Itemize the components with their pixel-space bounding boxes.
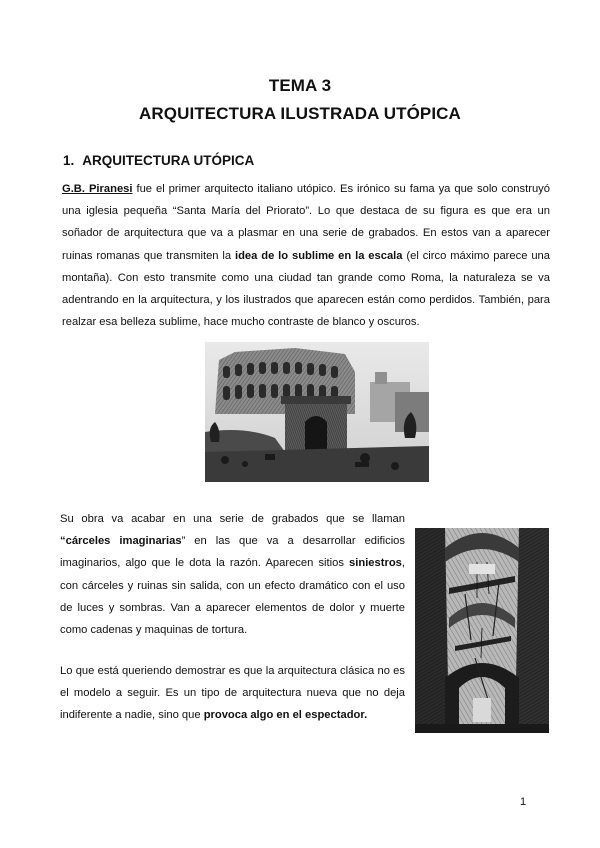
emphasis-text: “cárceles imaginarias: [60, 535, 182, 548]
section-title: ARQUITECTURA UTÓPICA: [82, 153, 255, 168]
section-heading: [63, 153, 254, 168]
paragraph-text: (el circo máximo parece una montaña). Con esto transmite como una ciudad tan grande como Roma, la naturaleza se va adentrando en la arquitectura, y los ilustrados que aparecen están como perdidos. También, para realzar esa belleza sublime, hace mucho contraste de blanco y oscuros.: [62, 249, 550, 329]
paragraph-conclusion: [60, 660, 405, 727]
author-name: G.B. Piranesi: [62, 183, 133, 195]
page-subtitle: ARQUITECTURA ILUSTRADA UTÓPICA: [139, 104, 461, 123]
paragraph-text: Su obra va acabar en una serie de grabados que se llaman: [60, 513, 405, 525]
paragraph-text: ” en las que va a desarrollar edificios imaginarios, algo que le dota la razón. Aparecen sitios: [60, 535, 405, 570]
paragraph-piranesi: [62, 178, 550, 333]
paragraph-text: Lo que está queriendo demostrar es que la arquitectura clásica no es el modelo a seguir. Es un tipo de arquitectura nueva que no deja indiferente a nadie, sino que: [60, 665, 405, 722]
section-number: 1.: [63, 153, 75, 168]
paragraph-text: fue el primer arquitecto italiano utópico. Es irónico su fama ya que solo construyó una iglesia pequeña “Santa María del Priorato”. Lo que destaca de su figura es que era un soñador de arquitectura que va a plasmar en una serie de grabados. En estos van a aparecer ruinas romanas que transmiten la: [62, 183, 550, 262]
imaginary-prison-engraving-image: [415, 528, 549, 733]
emphasis-text: siniestros: [349, 557, 402, 570]
emphasis-text: provoca algo en el espectador.: [203, 709, 368, 722]
paragraph-carceles: [60, 508, 405, 641]
paragraph-text: , con cárceles y ruinas sin salida, con un efecto dramático con el uso de luces y sombras. Van a aparecer elementos de dolor y muerte como cadenas y maquinas de tortura.: [60, 557, 405, 637]
roman-ruins-engraving-image: [205, 342, 429, 482]
emphasis-text: idea de lo sublime en la escala: [234, 249, 403, 262]
page-number: 1: [520, 796, 527, 808]
page-title: TEMA 3: [268, 76, 332, 95]
